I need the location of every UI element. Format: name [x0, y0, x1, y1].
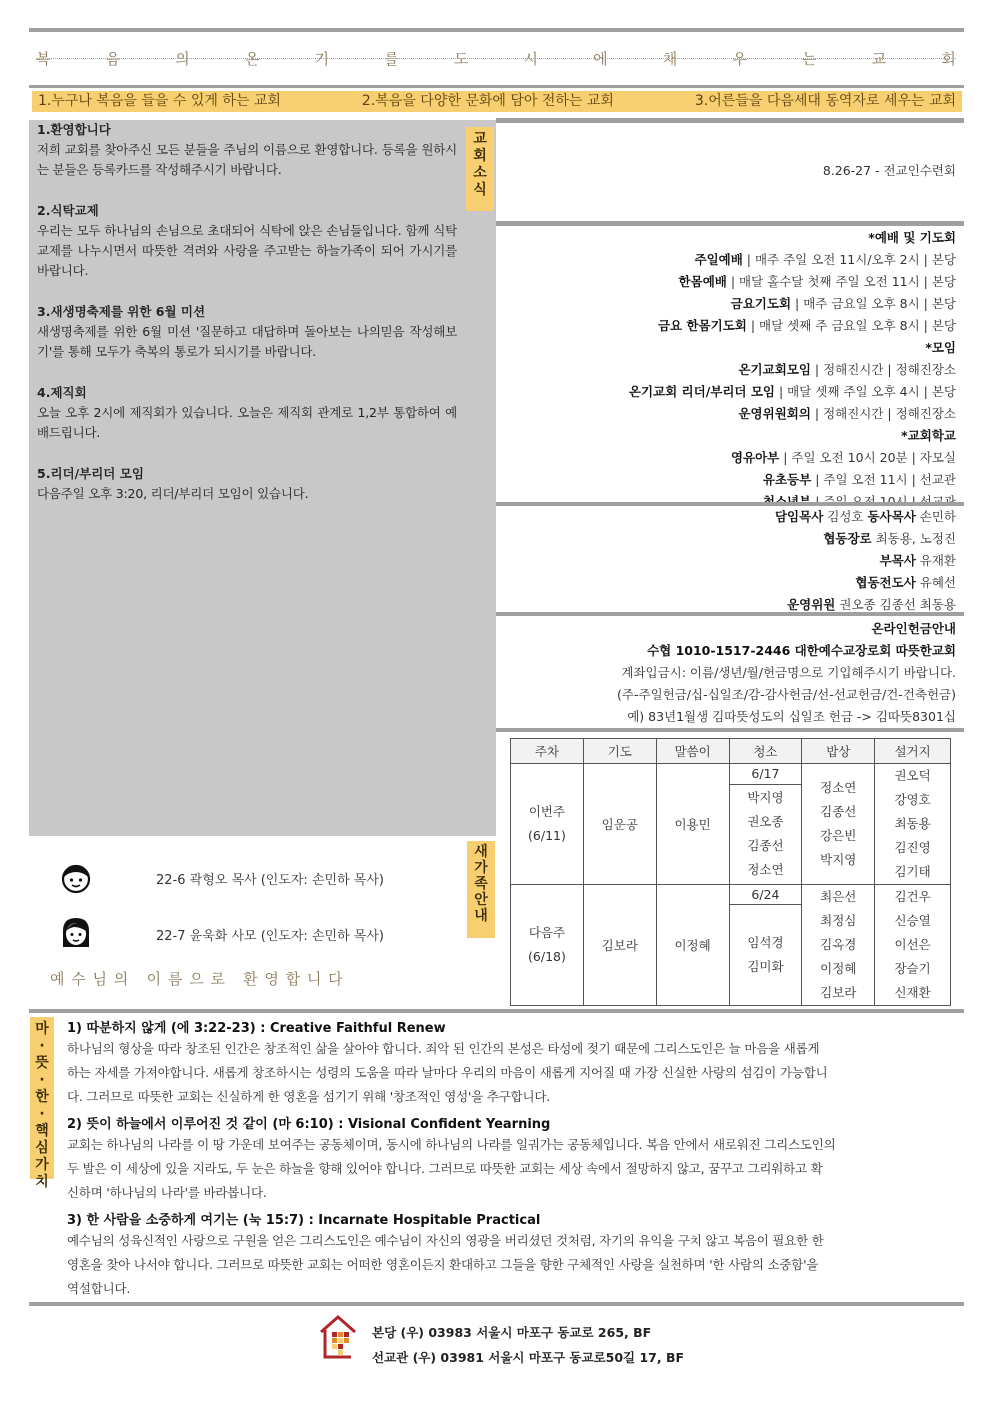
duty-name: 이선은 [894, 937, 931, 952]
right-rule-2 [496, 221, 964, 226]
core-value-title: 2) 뜻이 하늘에서 이루어진 것 같이 (마 6:10) : Visional Confident Yearning [67, 1117, 551, 1132]
staff-row: 부목사 유재환 [879, 553, 956, 568]
tab-core-values [30, 1017, 54, 1190]
news-body: 우리는 모두 하나님의 손님으로 초대되어 식탁에 앉은 손님들입니다. 함께 식탁교제를 나누시면서 따뜻한 격려와 사랑을 주고받는 하늘가족이 되어 가시기를 바랍니다. [37, 223, 457, 278]
goal-2: 2.복음을 다양한 문화에 담아 전하는 교회 [361, 93, 614, 109]
core-value-title: 3) 한 사람을 소중하게 여기는 (눅 15:7) : Incarnate Hospitable Practical [67, 1213, 541, 1228]
motto-char: 회 [941, 50, 956, 68]
col-week: 주차 [511, 739, 584, 764]
news-item-leaders-meeting [37, 464, 457, 504]
schedule-heading: *모임 [925, 340, 956, 355]
duty-cleaning [729, 905, 802, 1006]
core-value-line: 하는 자세를 가져야합니다. 새롭게 창조하시는 성령의 도움을 따라 날마다 우리의 마음이 새롭게 지어질 때 가장 신실한 사랑의 섬김이 가능합니 [67, 1065, 828, 1080]
offering-line-3: 예) 83년1월생 김따뜻성도의 십일조 헌금 -> 김따뜻8301십 [627, 709, 956, 724]
duty-name: 강영호 [894, 792, 931, 807]
duty-name: 김진영 [894, 840, 931, 855]
man-avatar-icon [60, 862, 92, 894]
duty-name: 이번주 [528, 804, 566, 819]
tab-char: 새 [474, 844, 488, 860]
offering-line-2: (주-주일헌금/십-십일조/감-감사헌금/선-선교헌금/건-건축헌금) [617, 687, 956, 702]
duty-clean-date: 6/17 [729, 764, 802, 785]
news-body: 저희 교회를 찾아주신 모든 분들을 주님의 이름으로 환영합니다. 등록을 원하시는 분들은 등록카드를 작성해주시기 바랍니다. [37, 142, 457, 177]
duty-meal [802, 764, 875, 885]
duty-name: 김기태 [894, 864, 931, 879]
col-word: 말씀이 [656, 739, 729, 764]
col-prayer: 기도 [583, 739, 656, 764]
duty-name: 최정심 [820, 913, 857, 928]
core-value-title: 1) 따분하지 않게 (에 3:22-23) : Creative Faithful Renew [67, 1021, 446, 1036]
tab-char: 치 [35, 1174, 49, 1190]
duty-row [511, 764, 951, 785]
worship-schedule [496, 227, 964, 513]
tab-char: 회 [473, 148, 487, 164]
schedule-heading: *교회학교 [901, 428, 956, 443]
news-body: 오늘 오후 2시에 제직회가 있습니다. 오늘은 제직회 관계로 1,2부 통합하여 예배드립니다. [37, 405, 457, 440]
staff-row: 운영위원 권오종 김종선 최동용 [787, 597, 956, 612]
motto-char: 온 [244, 50, 260, 68]
schedule-item: 금요 한몸기도회 | 매달 셋째 주 금요일 오후 8시 | 본당 [657, 318, 956, 333]
top-rule [29, 28, 964, 32]
duty-word: 이정혜 [656, 885, 729, 1006]
church-house-logo-icon [318, 1314, 358, 1360]
tab-char: 한 [35, 1089, 49, 1105]
news-title: 4.제직회 [37, 385, 87, 400]
duty-name: (6/11) [528, 828, 566, 843]
schedule-note-text: 8.26-27 - 전교인수련회 [822, 163, 956, 178]
tab-char: 족 [474, 876, 488, 892]
duty-meal [802, 885, 875, 1006]
tab-char: 안 [474, 892, 488, 908]
core-value-body [67, 1133, 957, 1205]
duty-name: 김보라 [820, 985, 857, 1000]
duty-word: 이용민 [656, 764, 729, 885]
tab-char: 소 [473, 165, 487, 181]
goal-1: 1.누구나 복음을 들을 수 있게 하는 교회 [38, 93, 281, 109]
col-meal: 밥상 [802, 739, 875, 764]
goals-rule [29, 85, 964, 88]
duty-name: 강은빈 [820, 828, 857, 843]
duty-name: 김옥경 [820, 937, 857, 952]
duty-name: 임석경 [747, 935, 784, 951]
church-addresses [372, 1320, 684, 1370]
staff-list [496, 506, 964, 616]
news-title: 5.리더/부리더 모임 [37, 466, 144, 481]
duty-name: 최은선 [820, 889, 857, 904]
tab-char: · [39, 1072, 45, 1088]
duty-table-header [511, 739, 951, 764]
motto-char: 복 [36, 50, 51, 68]
duty-name: (6/18) [528, 949, 566, 964]
right-rule-5 [496, 728, 964, 732]
tab-char: · [39, 1038, 45, 1054]
core-value-line: 예수님의 성육신적인 사랑으로 구원을 얻은 그리스도인은 예수님이 자신의 영광을 버리셨던 것처럼, 자기의 유익을 구치 않고 복음이 필요한 한 [67, 1233, 824, 1248]
schedule-heading: *예배 및 기도회 [868, 230, 956, 245]
footer-rule [29, 1302, 964, 1306]
right-rule-4 [496, 612, 964, 616]
core-values-rule [29, 1009, 964, 1013]
core-value-line: 역설합니다. [67, 1281, 131, 1296]
tab-new-family [467, 841, 495, 938]
duty-week [511, 885, 584, 1006]
duty-name: 박지영 [747, 790, 784, 806]
tab-char: 심 [35, 1140, 49, 1156]
duty-name: 정소연 [820, 780, 857, 795]
tab-char: 뜻 [35, 1055, 49, 1071]
staff-row: 협동전도사 유혜선 [855, 575, 956, 590]
news-body: 다음주일 오후 3:20, 리더/부리더 모임이 있습니다. [37, 486, 309, 501]
schedule-note [496, 160, 964, 182]
online-offering [496, 618, 964, 728]
staff-row: 협동장로 최동용, 노정진 [823, 531, 956, 546]
address-mission-hall: 선교관 (우) 03981 서울시 마포구 동교로50길 17, BF [372, 1350, 685, 1365]
schedule-item: 영유아부 | 주일 오전 10시 20분 | 자모실 [730, 450, 956, 465]
news-item-welcome [37, 120, 457, 180]
duty-name: 다음주 [528, 925, 566, 940]
core-value-body [67, 1229, 957, 1301]
col-cleaning: 청소 [729, 739, 802, 764]
core-value-line: 신하며 '하나님의 나라'를 바라봅니다. [67, 1185, 267, 1200]
motto-dotted-line [36, 58, 956, 59]
offering-title: 온라인헌금안내 [871, 621, 956, 636]
tab-char: · [39, 1106, 45, 1122]
duty-clean-date: 6/24 [729, 885, 802, 905]
tab-char: 가 [35, 1157, 49, 1173]
address-main: 본당 (우) 03983 서울시 마포구 동교로 265, BF [372, 1325, 652, 1340]
offering-account: 수협 1010-1517-2446 대한예수교장로회 따뜻한교회 [647, 643, 956, 658]
motto-char: 를 [384, 50, 399, 68]
news-item-table-fellowship [37, 201, 457, 281]
motto-char: 의 [175, 50, 190, 68]
core-value-line: 교회는 하나님의 나라를 이 땅 가운데 보여주는 공동체이며, 동시에 하나님의 나라를 일궈가는 공동체입니다. 복음 안에서 새로워진 그리스도인의 [67, 1137, 836, 1152]
motto-char: 채 [662, 50, 678, 68]
schedule-item: 운영위원회의 | 정해진시간 | 정해진장소 [738, 406, 956, 421]
duty-name: 김종선 [747, 838, 784, 854]
motto-char: 시 [523, 50, 538, 68]
schedule-item: 유초등부 | 주일 오전 11시 | 선교관 [762, 472, 956, 487]
core-value-line: 두 발은 이 세상에 있을 지라도, 두 눈은 하늘을 향해 있어야 합니다. 그러므로 따뜻한 교회는 세상 속에서 절망하지 않고, 꿈꾸고 그리워하고 확 [67, 1161, 823, 1176]
duty-name: 김건우 [894, 889, 931, 904]
duty-row [511, 885, 951, 905]
tab-char: 교 [473, 131, 487, 147]
church-goals-bar [32, 91, 962, 112]
motto-char: 기 [314, 50, 330, 68]
tab-church-news [466, 127, 494, 211]
duty-week [511, 764, 584, 885]
motto-char: 는 [802, 50, 817, 68]
motto-char: 도 [453, 50, 469, 68]
offering-line-1: 계좌입금시: 이름/생년/월/헌금명으로 기입해주시기 바랍니다. [621, 665, 956, 680]
duty-cleaning [729, 784, 802, 885]
duty-name: 박지영 [820, 852, 857, 867]
duty-dishes [875, 885, 951, 1006]
tab-char: 내 [474, 908, 488, 924]
duty-name: 이정혜 [820, 961, 857, 976]
tab-char: 마 [35, 1021, 49, 1037]
news-title: 2.식탁교제 [37, 203, 99, 218]
news-title: 1.환영합니다 [37, 122, 111, 137]
motto-char: 교 [871, 50, 887, 68]
duty-prayer: 김보라 [583, 885, 656, 1006]
duty-name: 권오덕 [894, 768, 931, 783]
duty-dishes [875, 764, 951, 885]
new-family-entry: 22-7 윤욱화 사모 (인도자: 손민하 목사) [156, 929, 384, 944]
welcome-banner: 예 수 님 의 이 름 으 로 환 영 합 니 다 [50, 970, 344, 988]
schedule-item: 한몸예배 | 매달 홀수달 첫째 주일 오전 11시 | 본당 [678, 274, 956, 289]
duty-name: 권오종 [747, 814, 784, 830]
col-dishes: 설거지 [875, 739, 951, 764]
duty-table [510, 738, 951, 1006]
duty-prayer: 임운공 [583, 764, 656, 885]
duty-name: 김종선 [820, 804, 857, 819]
core-value-line: 영혼을 찾아 나서야 합니다. 그러므로 따뜻한 교회는 어떠한 영혼이든지 환대하고 그들을 향한 구체적인 사랑을 실천하며 '한 사람의 소중함'을 [67, 1257, 819, 1272]
core-value-body [67, 1037, 957, 1109]
duty-name: 장슬기 [894, 961, 931, 976]
tab-char: 식 [473, 182, 487, 198]
right-rule-1 [496, 118, 964, 123]
schedule-item: 온기교회모임 | 정해진시간 | 정해진장소 [738, 362, 956, 377]
woman-avatar-icon [60, 915, 92, 949]
motto-char: 우 [732, 50, 747, 68]
goal-3: 3.어른들을 다음세대 동역자로 세우는 교회 [694, 93, 956, 109]
tab-char: 핵 [35, 1123, 49, 1139]
duty-name: 김미화 [747, 959, 784, 975]
duty-name: 정소연 [747, 862, 784, 878]
schedule-item: 온기교회 리더/부리더 모임 | 매달 셋째 주일 오후 4시 | 본당 [628, 384, 956, 399]
staff-row: 담임목사 김성호 동사목사 손민하 [774, 509, 956, 524]
news-item-june-mission [37, 302, 457, 362]
core-value-line: 다. 그러므로 따뜻한 교회는 신실하게 한 영혼을 섬기기 위해 '창조적인 영성'을 추구합니다. [67, 1089, 551, 1104]
motto-char: 음 [105, 50, 121, 68]
duty-name: 신재환 [894, 985, 931, 1000]
news-item-deacons-meeting [37, 383, 457, 443]
new-family-entry: 22-6 곽형오 목사 (인도자: 손민하 목사) [156, 873, 384, 888]
tab-char: 가 [474, 860, 488, 876]
motto-char: 에 [593, 50, 608, 68]
schedule-item: 주일예배 | 매주 주일 오전 11시/오후 2시 | 본당 [694, 252, 956, 267]
schedule-item: 금요기도회 | 매주 금요일 오후 8시 | 본당 [730, 296, 956, 311]
duty-name: 신승열 [894, 913, 931, 928]
duty-name: 최동용 [894, 816, 931, 831]
news-body: 새생명축제를 위한 6월 미션 '질문하고 대답하며 돌아보는 나의믿음 작성해보기'를 통해 모두가 축복의 통로가 되시기를 바랍니다. [37, 324, 457, 359]
news-title: 3.새생명축제를 위한 6월 미션 [37, 304, 206, 319]
core-value-line: 하나님의 형상을 따라 창조된 인간은 창조적인 삶을 살아야 합니다. 죄악 된 인간의 본성은 타성에 젖기 때문에 그리스도인은 늘 마음을 새롭게 [67, 1041, 820, 1056]
